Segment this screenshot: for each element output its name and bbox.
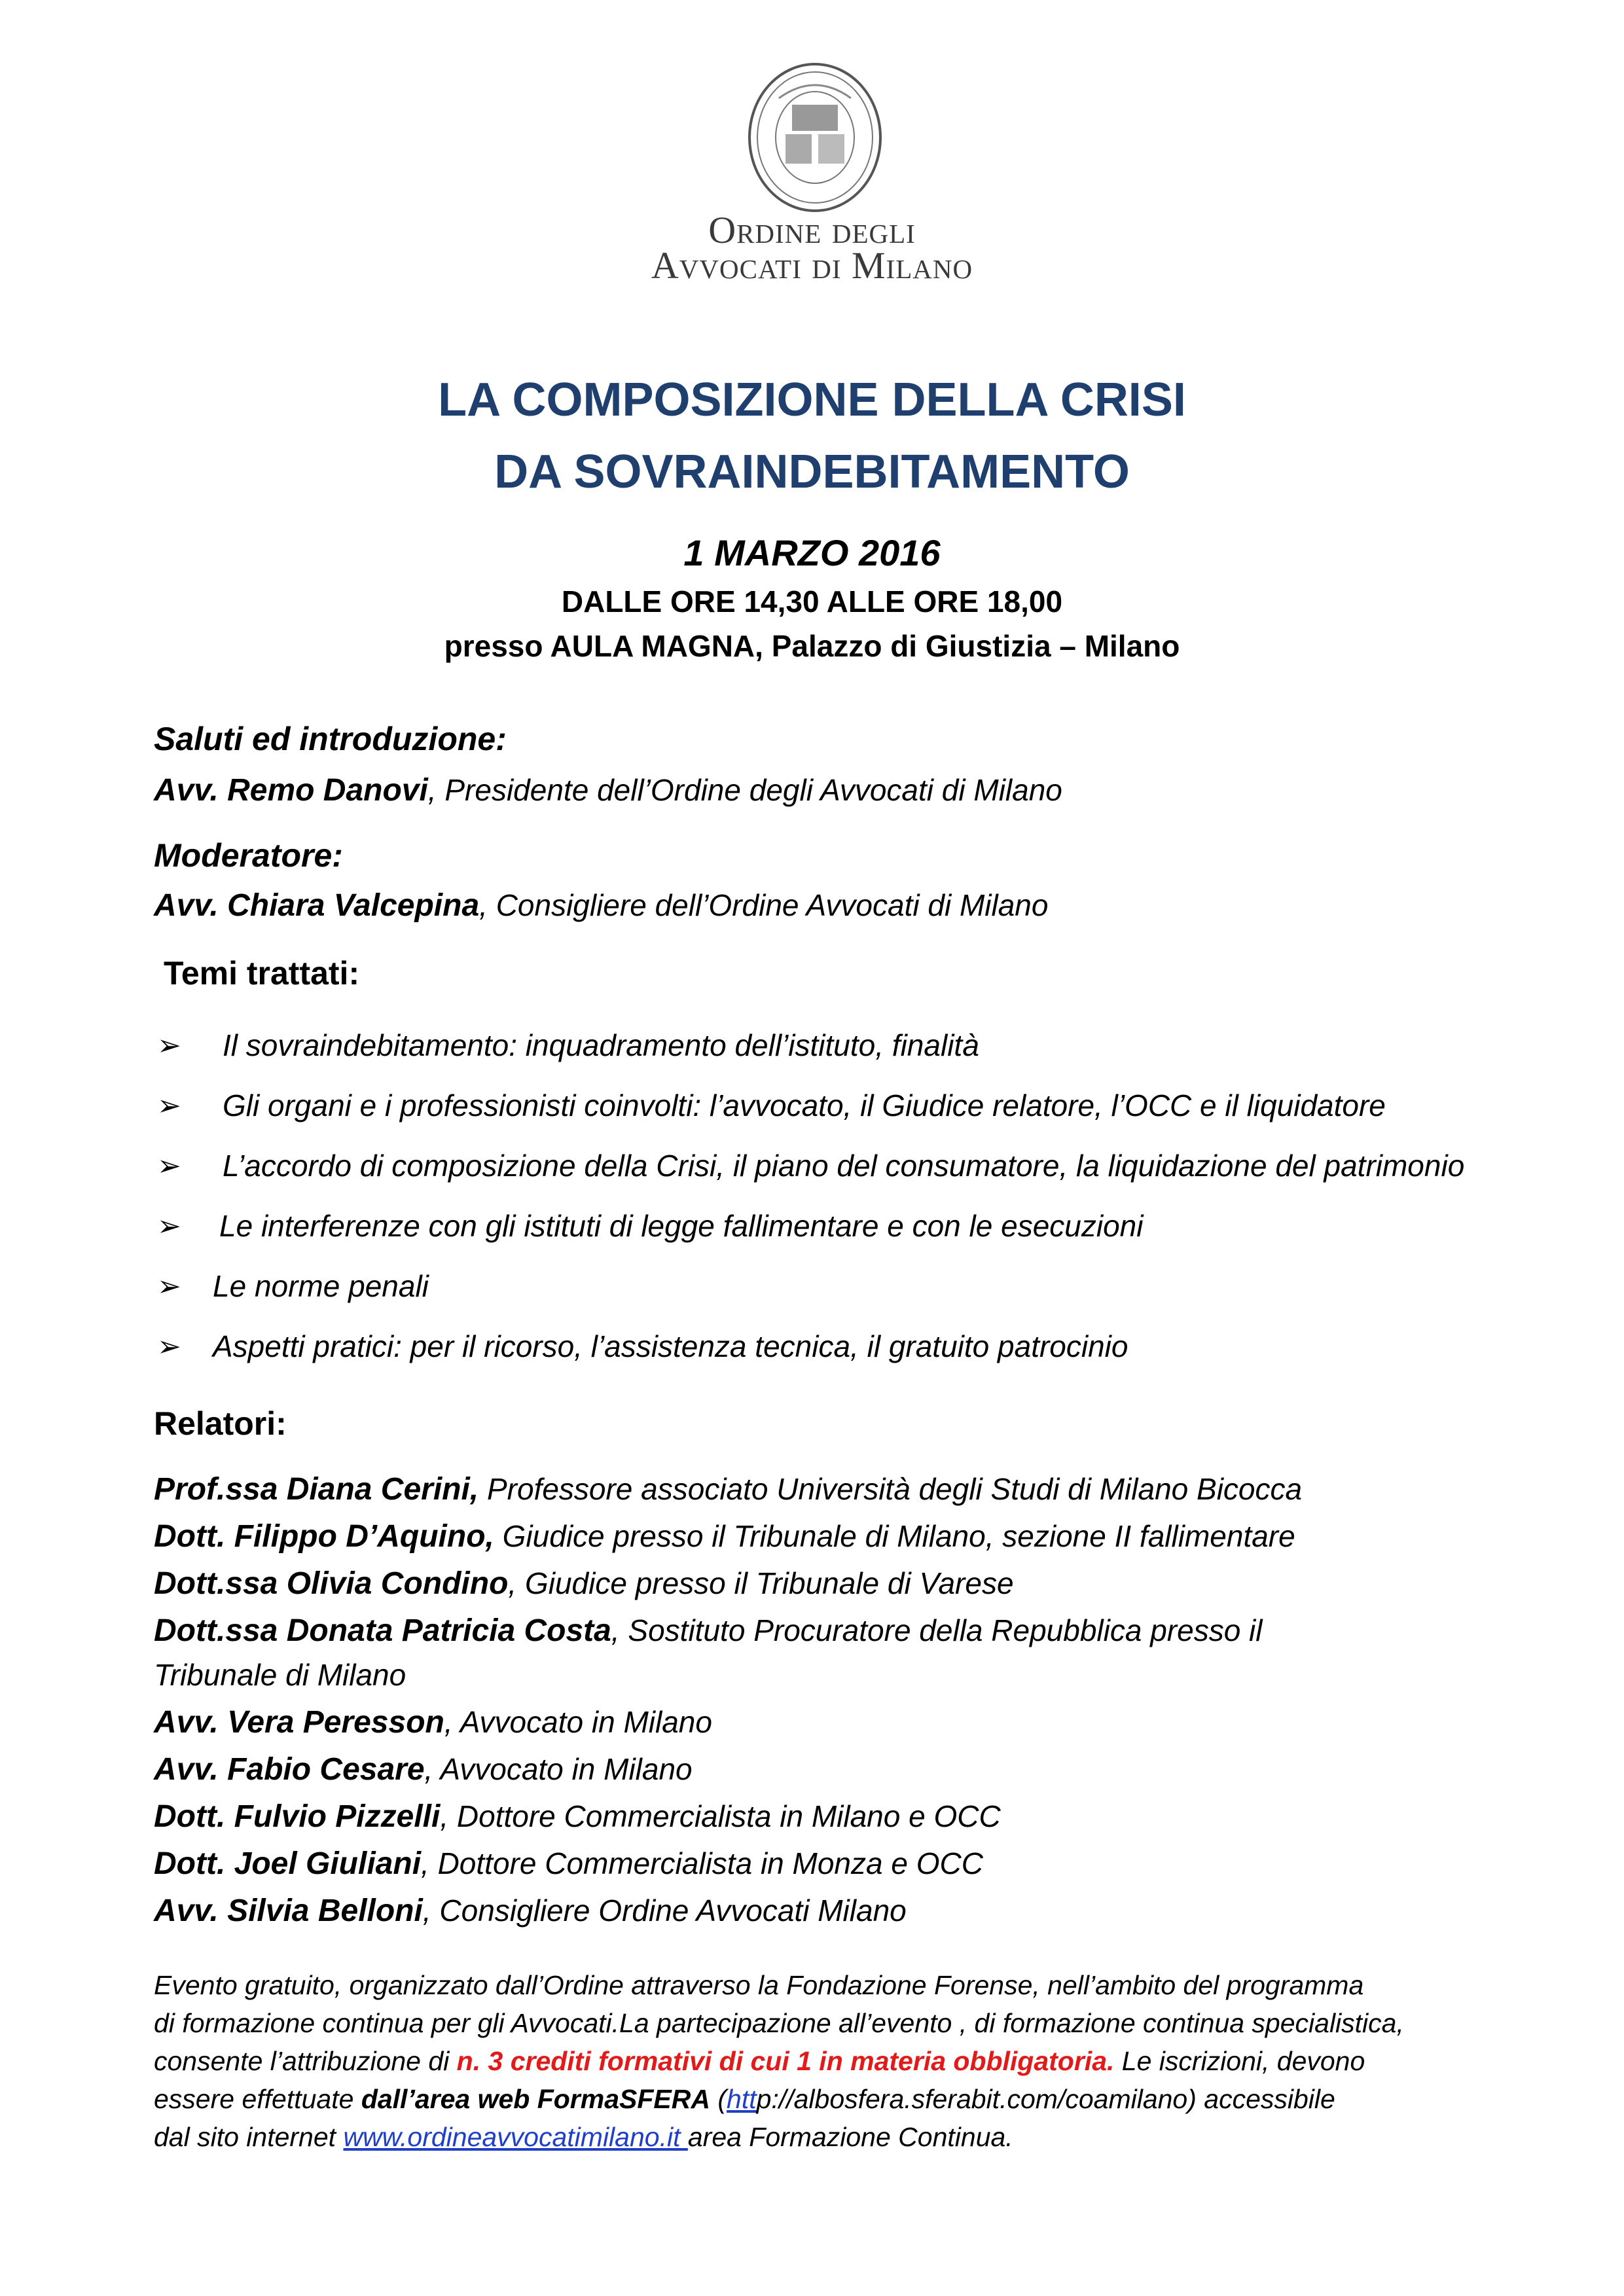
speaker-row [154,1704,712,1740]
speaker-row [154,1799,1001,1835]
footer-line [154,2046,1528,2077]
arrow-bullet-icon: ➢ [157,1150,181,1182]
speaker-name: Dott. Filippo D’Aquino, [154,1519,494,1554]
speaker-role: , Avvocato in Milano [444,1705,712,1739]
event-date: 1 MARZO 2016 [683,532,941,573]
speaker-row [154,1846,983,1882]
org-name-line1: Ordine degli [708,209,916,251]
arrow-bullet-icon: ➢ [157,1090,181,1122]
speaker-role: Tribunale di Milano [154,1658,406,1692]
speaker-row [154,1566,1014,1602]
intro-heading: Saluti ed introduzione: [154,721,507,757]
speaker-name: Avv. Vera Peresson [154,1705,444,1740]
moderator-name: Avv. Chiara Valcepina [154,888,480,923]
topic-item: Aspetti pratici: per il ricorso, l’assistenza tecnica, il gratuito patrocinio [213,1329,1128,1363]
arrow-bullet-icon: ➢ [157,1030,181,1062]
footer-text: consente l’attribuzione di [154,2046,457,2076]
seal-logo-icon [740,59,890,216]
speaker-role: Professore associato Università degli Studi di Milano Bicocca [478,1472,1303,1506]
website-link[interactable]: www.ordineavvocatimilano.it [343,2122,688,2152]
credits-highlight: n. 3 crediti formativi di cui 1 in materia obbligatoria. [456,2046,1115,2076]
intro-name: Avv. Remo Danovi [154,773,428,808]
arrow-bullet-icon: ➢ [157,1270,181,1302]
topic-item: Gli organi e i professionisti coinvolti: l’avvocato, il Giudice relatore, l’OCC e il liquidatore [223,1088,1386,1122]
org-name-line2: Avvocati di Milano [651,244,973,287]
speaker-row [154,1471,1302,1507]
topic-item: Le norme penali [213,1269,429,1303]
formasfera-link[interactable]: htt [727,2084,757,2114]
footer-line [154,2084,1528,2115]
speaker-name: Dott. Fulvio Pizzelli [154,1799,441,1834]
speaker-role: , Consigliere Ordine Avvocati Milano [422,1893,907,1928]
speaker-row [154,1751,693,1787]
footer-text: p://albosfera.sferabit.com/coamilano) accessibile [756,2084,1335,2114]
intro-role: , Presidente dell’Ordine degli Avvocati di Milano [427,773,1062,807]
event-title-line2: DA SOVRAINDEBITAMENTO [494,446,1130,498]
speaker-name: Dott.ssa Olivia Condino [154,1566,509,1601]
speaker-role: , Dottore Commercialista in Milano e OCC [440,1799,1001,1833]
footer-text: area Formazione Continua. [687,2122,1013,2152]
speaker-role: Giudice presso il Tribunale di Milano, sezione II fallimentare [494,1519,1295,1553]
topic-item: Le interferenze con gli istituti di legge fallimentare e con le esecuzioni [219,1209,1144,1243]
footer-line [154,2122,1528,2153]
formasfera-label: dall’area web FormaSFERA [361,2084,710,2114]
speaker-row [154,1657,406,1693]
topic-item: Il sovraindebitamento: inquadramento dell’istituto, finalità [223,1028,979,1062]
speaker-name: Dott. Joel Giuliani [154,1846,422,1881]
speaker-name: Avv. Fabio Cesare [154,1752,425,1787]
speaker-name: Prof.ssa Diana Cerini, [154,1472,479,1507]
footer-text: ( [710,2084,727,2114]
speaker-row [154,1613,1263,1649]
arrow-bullet-icon: ➢ [157,1331,181,1363]
speaker-row [154,1893,907,1929]
topics-heading: Temi trattati: [164,955,360,992]
event-time: DALLE ORE 14,30 ALLE ORE 18,00 [561,584,1063,619]
speaker-name: Dott.ssa Donata Patricia Costa [154,1613,611,1648]
footer-line: di formazione continua per gli Avvocati.La partecipazione all’evento , di formazione continua specialistica, [154,2008,1404,2038]
footer-text: dal sito internet [154,2122,344,2152]
speaker-role: , Avvocato in Milano [424,1752,693,1786]
speaker-role: , Sostituto Procuratore della Repubblica presso il [611,1613,1263,1647]
moderator-heading: Moderatore: [154,837,343,874]
speakers-heading: Relatori: [154,1405,287,1442]
moderator-role: , Consigliere dell’Ordine Avvocati di Milano [479,888,1049,922]
speaker-role: , Dottore Commercialista in Monza e OCC [421,1846,983,1880]
speaker-row [154,1518,1295,1554]
moderator-line [154,888,1048,924]
topic-item: L’accordo di composizione della Crisi, il piano del consumatore, la liquidazione del patrimonio [223,1149,1465,1183]
footer-line: Evento gratuito, organizzato dall’Ordine attraverso la Fondazione Forense, nell’ambito del programma [154,1970,1364,2000]
speaker-role: , Giudice presso il Tribunale di Varese [508,1566,1014,1600]
footer-text: essere effettuate [154,2084,361,2114]
speaker-name: Avv. Silvia Belloni [154,1893,423,1928]
event-title-line1: LA COMPOSIZIONE DELLA CRISI [438,374,1186,426]
footer-text: Le iscrizioni, devono [1114,2046,1365,2076]
arrow-bullet-icon: ➢ [157,1210,181,1242]
event-place: presso AULA MAGNA, Palazzo di Giustizia – Milano [444,629,1180,663]
intro-line [154,772,1062,808]
